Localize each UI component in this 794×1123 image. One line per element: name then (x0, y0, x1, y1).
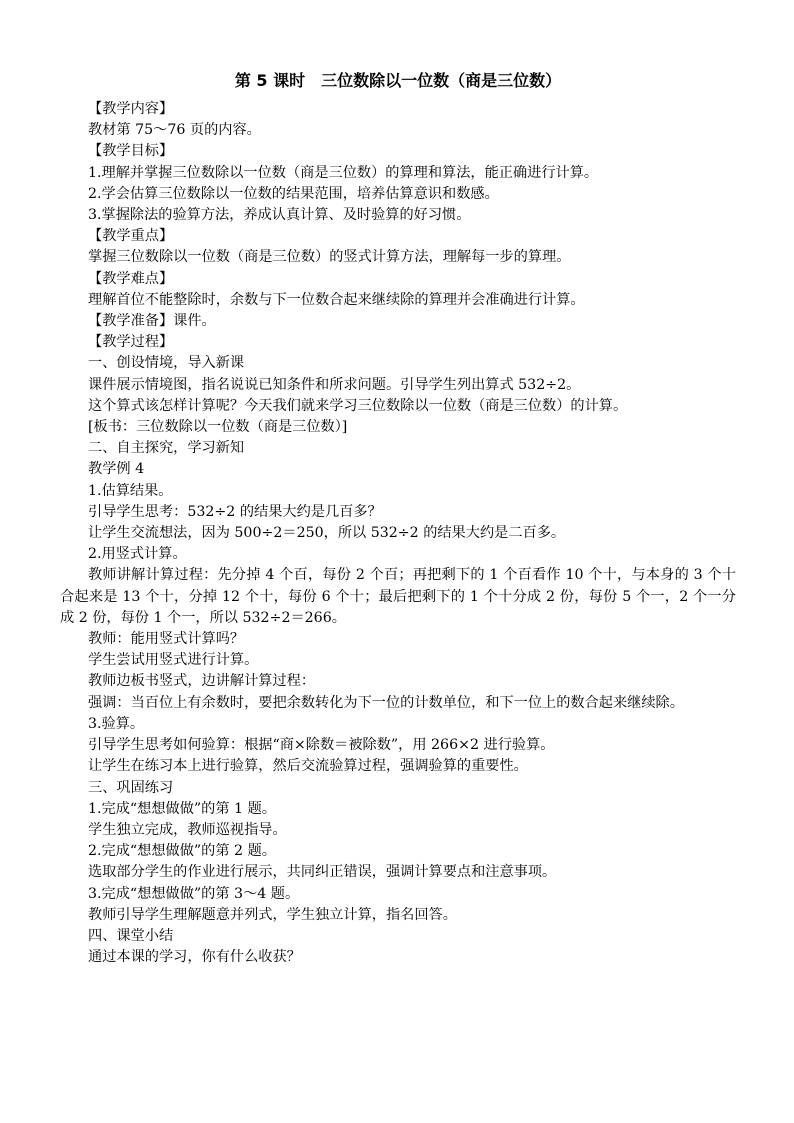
exercise-item: 2.完成“想想做做”的第 2 题。 (88, 843, 276, 860)
lesson-title: 第 5 课时 三位数除以一位数（商是三位数） (234, 71, 562, 90)
process-text: 教师边板书竖式，边讲解计算过程： (88, 673, 316, 690)
section-heading-process: 【教学过程】 (88, 334, 174, 351)
process-text: 这个算式该怎样计算呢？今天我们就来学习三位数除以一位数（商是三位数）的计算。 (88, 397, 628, 414)
content-text: 教材第 75～76 页的内容。 (88, 122, 261, 139)
section-heading-content: 【教学内容】 (88, 101, 174, 117)
goal-item-3: 3.掌握除法的验算方法，养成认真计算、及时验算的好习惯。 (88, 207, 471, 224)
explanation-paragraph: 教师讲解计算过程：先分掉 4 个百，每份 2 个百；再把剩下的 1 个百看作 10 个十，与本身的 3 个十合起来是 13 个十，分掉 12 个十，每份 6 个十；最后把剩下的 1 个十分成 2 份，每份 5 个一，2 个一分成 2 份，每份 1 个一，所以 532÷2＝266。 (60, 567, 736, 626)
process-text: 选取部分学生的作业进行展示，共同纠正错误，强调计算要点和注意事项。 (88, 864, 557, 881)
exercise-item: 1.完成“想想做做”的第 1 题。 (88, 800, 276, 817)
substep-heading: 3.验算。 (88, 715, 145, 732)
process-text: 引导学生思考：532÷2 的结果大约是几百多？ (88, 503, 382, 520)
section-heading-difficulties: 【教学难点】 (88, 270, 174, 287)
exercise-item: 3.完成“想想做做”的第 3～4 题。 (88, 885, 300, 902)
process-step-heading-2: 二、自主探究，学习新知 (88, 440, 245, 457)
substep-heading: 1.估算结果。 (88, 482, 173, 499)
goal-item-1: 1.理解并掌握三位数除以一位数（商是三位数）的算理和算法，能正确进行计算。 (88, 164, 599, 181)
process-text: 让学生交流想法，因为 500÷2＝250，所以 532÷2 的结果大约是二百多。 (88, 525, 566, 542)
lesson-plan-page (60, 70, 736, 968)
goal-item-2: 2.学会估算三位数除以一位数的结果范围，培养估算意识和数感。 (88, 185, 499, 202)
blackboard-note: [板书：三位数除以一位数（商是三位数）] (88, 419, 348, 436)
substep-heading: 2.用竖式计算。 (88, 546, 187, 563)
summary-question: 通过本课的学习，你有什么收获？ (88, 949, 301, 966)
key-points-text: 掌握三位数除以一位数（商是三位数）的竖式计算方法，理解每一步的算理。 (88, 249, 571, 266)
section-heading-key-points: 【教学重点】 (88, 228, 174, 245)
difficulties-text: 理解首位不能整除时，余数与下一位数合起来继续除的算理并会准确进行计算。 (88, 291, 585, 308)
process-text: 让学生在练习本上进行验算，然后交流验算过程，强调验算的重要性。 (88, 758, 528, 775)
process-step-heading-4: 四、课堂小结 (88, 927, 174, 944)
example-heading: 教学例 4 (88, 461, 145, 478)
section-heading-preparation: 【教学准备】课件。 (88, 313, 216, 330)
process-step-heading-3: 三、巩固练习 (88, 779, 174, 796)
emphasis-paragraph: 强调：当百位上有余数时，要把余数转化为下一位的计数单位，和下一位上的数合起来继续除。 (88, 694, 684, 711)
section-heading-goals: 【教学目标】 (88, 143, 174, 160)
process-text: 引导学生思考如何验算：根据“商×除数＝被除数”，用 266×2 进行验算。 (88, 737, 555, 754)
process-text: 学生尝试用竖式进行计算。 (88, 652, 259, 669)
process-text: 课件展示情境图，指名说说已知条件和所求问题。引导学生列出算式 532÷2。 (88, 376, 581, 393)
process-step-heading-1: 一、创设情境，导入新课 (88, 355, 245, 372)
process-text: 学生独立完成，教师巡视指导。 (88, 821, 287, 838)
process-text: 教师：能用竖式计算吗？ (88, 631, 245, 648)
process-text: 教师引导学生理解题意并列式，学生独立计算，指名回答。 (88, 906, 457, 923)
